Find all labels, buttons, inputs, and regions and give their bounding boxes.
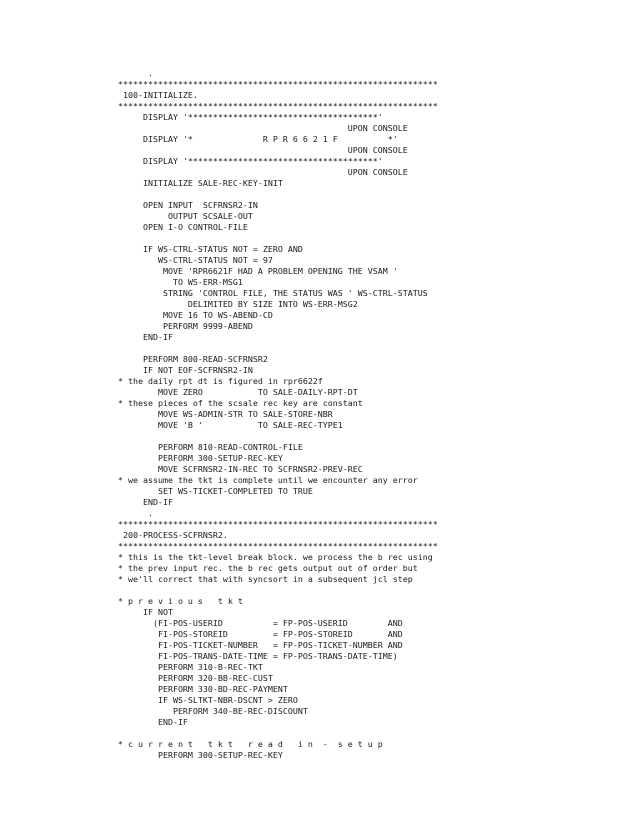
code-line: * we assume the tkt is complete until we encounter any error: [118, 475, 418, 485]
code-line: SET WS-TICKET-COMPLETED TO TRUE: [118, 486, 313, 496]
cobol-source-listing: [118, 68, 438, 761]
code-line: ****************************************************************: [118, 519, 438, 529]
code-line: PERFORM 300-SETUP-REC-KEY: [118, 750, 283, 760]
code-line: PERFORM 9999-ABEND: [118, 321, 253, 331]
code-line: TO WS-ERR-MSG1: [118, 277, 243, 287]
code-line: * we'll correct that with syncsort in a subsequent jcl step: [118, 574, 413, 584]
code-line: .: [118, 68, 153, 78]
code-line: MOVE SCFRNSR2-IN-REC TO SCFRNSR2-PREV-REC: [118, 464, 363, 474]
code-line: [118, 189, 438, 200]
code-line: OUTPUT SCSALE-OUT: [118, 211, 253, 221]
code-line: ****************************************************************: [118, 79, 438, 89]
code-line: END-IF: [118, 497, 173, 507]
code-line: FI-POS-STOREID = FP-POS-STOREID AND: [118, 629, 403, 639]
code-line: * p r e v i o u s t k t: [118, 596, 243, 606]
code-line: OPEN I-O CONTROL-FILE: [118, 222, 248, 232]
code-line: DISPLAY '* R P R 6 6 2 1 F *': [118, 134, 398, 144]
code-line: MOVE ZERO TO SALE-DAILY-RPT-DT: [118, 387, 358, 397]
code-line: PERFORM 800-READ-SCFRNSR2: [118, 354, 268, 364]
code-line: [118, 728, 438, 739]
code-line: PERFORM 310-B-REC-TKT: [118, 662, 263, 672]
code-line: DISPLAY '**************************************': [118, 112, 383, 122]
code-line: MOVE 16 TO WS-ABEND-CD: [118, 310, 273, 320]
code-line: DELIMITED BY SIZE INTO WS-ERR-MSG2: [118, 299, 358, 309]
code-line: IF WS-CTRL-STATUS NOT = ZERO AND: [118, 244, 303, 254]
code-line: * these pieces of the scsale rec key are constant: [118, 398, 363, 408]
code-line: WS-CTRL-STATUS NOT = 97: [118, 255, 273, 265]
code-line: IF NOT EOF-SCFRNSR2-IN: [118, 365, 253, 375]
code-line: END-IF: [118, 332, 173, 342]
code-line: FI-POS-TRANS-DATE-TIME = FP-POS-TRANS-DATE-TIME): [118, 651, 398, 661]
code-line: (FI-POS-USERID = FP-POS-USERID AND: [118, 618, 403, 628]
code-line: ****************************************************************: [118, 541, 438, 551]
code-line: [118, 431, 438, 442]
code-line: [118, 585, 438, 596]
code-line: [118, 233, 438, 244]
code-line: PERFORM 300-SETUP-REC-KEY: [118, 453, 283, 463]
code-line: INITIALIZE SALE-REC-KEY-INIT: [118, 178, 283, 188]
code-line: 200-PROCESS-SCFRNSR2.: [118, 530, 228, 540]
code-line: * this is the tkt-level break block. we process the b rec using: [118, 552, 433, 562]
code-line: MOVE 'RPR6621F HAD A PROBLEM OPENING THE VSAM ': [118, 266, 398, 276]
code-line: DISPLAY '**************************************': [118, 156, 383, 166]
code-line: PERFORM 320-BB-REC-CUST: [118, 673, 273, 683]
code-line: OPEN INPUT SCFRNSR2-IN: [118, 200, 258, 210]
code-line: 100-INITIALIZE.: [118, 90, 198, 100]
code-line: FI-POS-TICKET-NUMBER = FP-POS-TICKET-NUMBER AND: [118, 640, 403, 650]
code-line: UPON CONSOLE: [118, 145, 408, 155]
code-line: UPON CONSOLE: [118, 167, 408, 177]
code-line: * the daily rpt dt is figured in rpr6622f: [118, 376, 323, 386]
code-line: MOVE 'B ' TO SALE-REC-TYPE1: [118, 420, 343, 430]
code-line: END-IF: [118, 717, 188, 727]
code-line: * the prev input rec. the b rec gets output out of order but: [118, 563, 418, 573]
code-line: [118, 343, 438, 354]
code-line: UPON CONSOLE: [118, 123, 408, 133]
code-line: IF WS-SLTKT-NBR-DSCNT > ZERO: [118, 695, 298, 705]
code-line: ****************************************************************: [118, 101, 438, 111]
code-line: PERFORM 330-BD-REC-PAYMENT: [118, 684, 288, 694]
code-line: PERFORM 340-BE-REC-DISCOUNT: [118, 706, 308, 716]
code-line: STRING 'CONTROL FILE, THE STATUS WAS ' WS-CTRL-STATUS: [118, 288, 428, 298]
code-line: PERFORM 810-READ-CONTROL-FILE: [118, 442, 303, 452]
code-line: * c u r r e n t t k t r e a d i n - s e t u p: [118, 739, 383, 749]
code-line: .: [118, 508, 153, 518]
code-line: IF NOT: [118, 607, 173, 617]
code-line: MOVE WS-ADMIN-STR TO SALE-STORE-NBR: [118, 409, 333, 419]
